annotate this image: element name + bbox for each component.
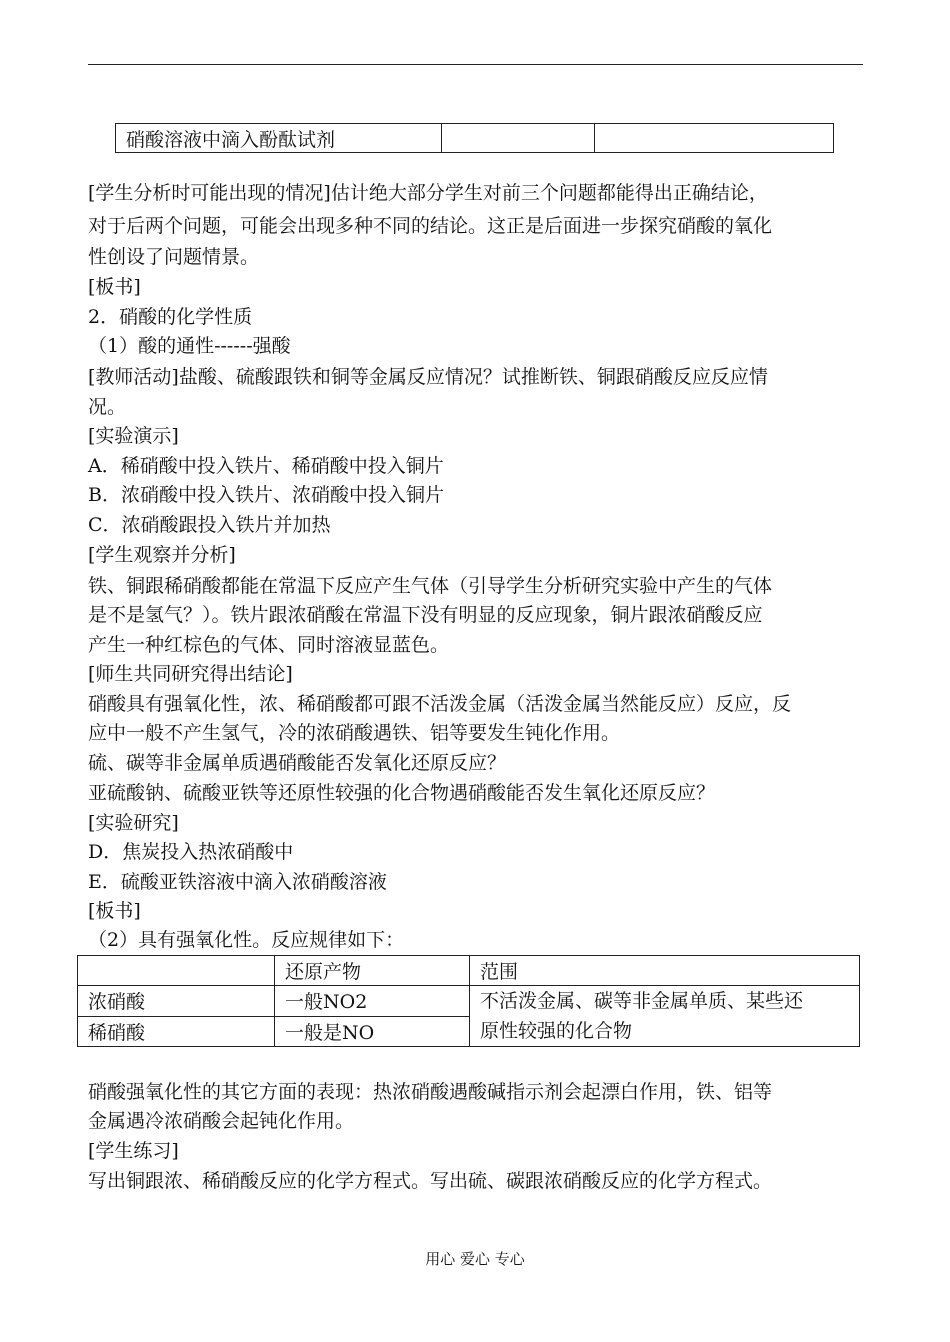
paragraph-line: C．浓硝酸跟投入铁片并加热 [88,514,331,536]
paragraph-line: D．焦炭投入热浓硝酸中 [88,841,294,863]
table-row [116,124,834,153]
paragraph-line: （2）具有强氧化性。反应规律如下： [88,929,405,951]
paragraph-line: （1）酸的通性------强酸 [88,335,291,357]
table-cell [442,124,595,153]
scope-line: 不活泼金属、碳等非金属单质、某些还 [480,990,804,1012]
paragraph-line: 况。 [88,396,127,418]
reaction-rule-table [77,955,860,1047]
table-cell: 硝酸溶液中滴入酚酞试剂 [116,124,442,153]
paragraph-line: 硫、碳等非金属单质遇硝酸能否发氧化还原反应？ [88,752,507,774]
paragraph-line: [教师活动]盐酸、硫酸跟铁和铜等金属反应情况？试推断铁、铜跟硝酸反应反应情 [88,366,768,388]
paragraph-line: 亚硫酸钠、硫酸亚铁等还原性较强的化合物遇硝酸能否发生氧化还原反应？ [88,782,716,804]
page-footer: 用心 爱心 专心 [425,1250,525,1268]
header-rule [88,64,863,65]
paragraph-line: 金属遇冷浓硝酸会起钝化作用。 [88,1110,355,1132]
paragraph-line: 硝酸强氧化性的其它方面的表现：热浓硝酸遇酸碱指示剂会起漂白作用，铁、铝等 [88,1081,773,1103]
paragraph-line: [学生练习] [88,1140,179,1162]
table-header-cell [78,956,275,986]
paragraph-line: [板书] [88,900,141,922]
table-cell: 稀硝酸 [78,1016,275,1047]
scope-cell [470,986,860,1047]
paragraph-line: [实验演示] [88,425,179,447]
paragraph-line: 应中一般不产生氢气，冷的浓硝酸遇铁、铝等要发生钝化作用。 [88,722,621,744]
paragraph-line: [学生分析时可能出现的情况]估计绝大部分学生对前三个问题都能得出正确结论， [88,182,768,204]
paragraph-line: [师生共同研究得出结论] [88,663,293,685]
paragraph-line: 产生一种红棕色的气体、同时溶液显蓝色。 [88,634,450,656]
table-header-cell: 还原产物 [275,956,470,986]
paragraph-line: A．稀硝酸中投入铁片、稀硝酸中投入铜片 [88,455,444,477]
paragraph-line: [学生观察并分析] [88,544,236,566]
paragraph-line: 是不是氢气？）。铁片跟浓硝酸在常温下没有明显的反应现象，铜片跟浓硝酸反应 [88,604,763,626]
paragraph-line: [板书] [88,276,141,298]
paragraph-line: 铁、铜跟稀硝酸都能在常温下反应产生气体（引导学生分析研究实验中产生的气体 [88,575,773,597]
table-cell [595,124,834,153]
table-header-row [78,956,860,986]
paragraph-line: E．硫酸亚铁溶液中滴入浓硝酸溶液 [88,871,387,893]
paragraph-line: [实验研究] [88,812,179,834]
paragraph-line: B．浓硝酸中投入铁片、浓硝酸中投入铜片 [88,484,444,506]
paragraph-line: 写出铜跟浓、稀硝酸反应的化学方程式。写出硫、碳跟浓硝酸反应的化学方程式。 [88,1170,773,1192]
paragraph-line: 性创设了问题情景。 [88,246,260,268]
table-cell: 一般是NO [275,1016,470,1047]
paragraph-line: 对于后两个问题，可能会出现多种不同的结论。这正是后面进一步探究硝酸的氧化 [88,215,773,237]
table-row [78,986,860,1017]
table-cell: 浓硝酸 [78,986,275,1017]
table-header-cell: 范围 [470,956,860,986]
paragraph-line: 2．硝酸的化学性质 [88,306,253,328]
table-cell: 一般NO2 [275,986,470,1017]
scope-line: 原性较强的化合物 [480,1020,633,1042]
paragraph-line: 硝酸具有强氧化性，浓、稀硝酸都可跟不活泼金属（活泼金属当然能反应）反应，反 [88,693,792,715]
experiment-table [115,123,834,153]
